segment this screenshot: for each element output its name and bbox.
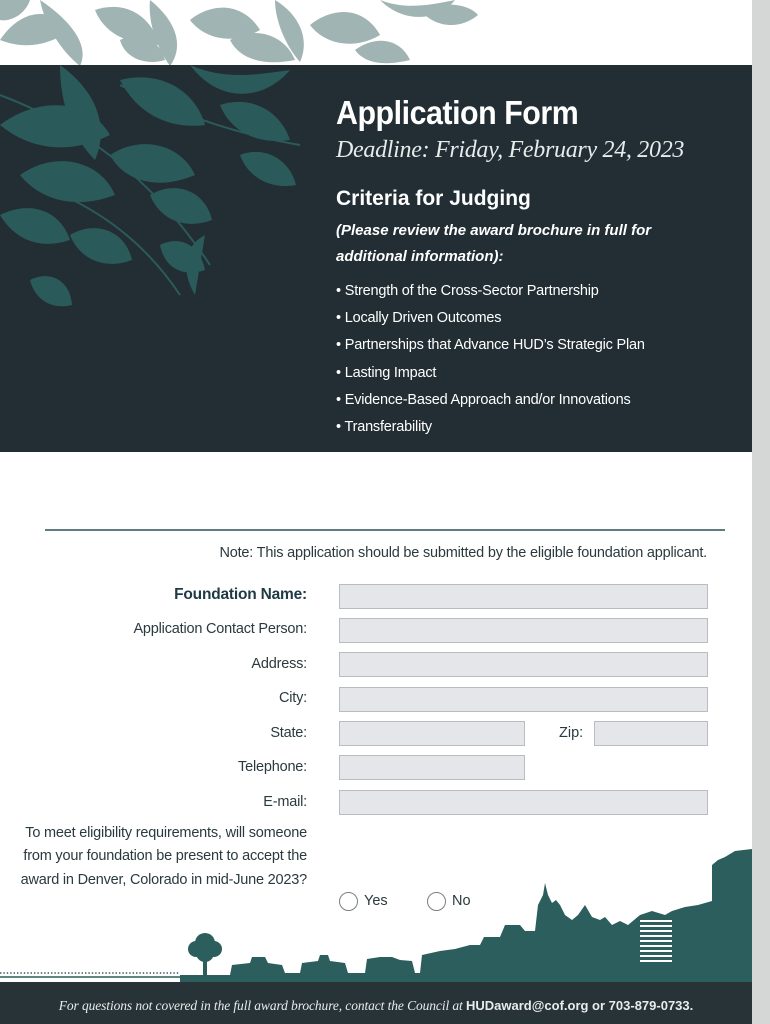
footer-prefix: For questions not covered in the full award brochure, contact the Council at [58, 998, 466, 1013]
no-radio[interactable] [427, 892, 446, 911]
section-divider [45, 529, 725, 531]
criteria-item: • Partnerships that Advance HUD’s Strategic Plan [336, 332, 645, 359]
zip-label: Zip: [559, 725, 584, 741]
criteria-note: (Please review the award brochure in full for additional information): [336, 222, 652, 265]
footer-bar [0, 982, 752, 1024]
footer-text [0, 982, 752, 1024]
city-label: City: [278, 690, 307, 706]
criteria-item: • Evidence-Based Approach and/or Innovations [336, 387, 645, 414]
footer-contact: HUDaward@cof.org or 703-879-0733. [465, 998, 694, 1013]
yes-label: Yes [364, 893, 388, 909]
contact-person-field[interactable] [339, 618, 708, 643]
address-field[interactable] [339, 652, 708, 677]
leaves-decoration [0, 65, 330, 325]
criteria-heading: Criteria for Judging [336, 187, 531, 210]
state-label: State: [270, 725, 307, 741]
criteria-item: • Strength of the Cross-Sector Partnership [336, 278, 645, 305]
no-label: No [452, 893, 471, 909]
state-field[interactable] [339, 721, 525, 746]
deadline-text: Deadline: Friday, February 24, 2023 [336, 137, 685, 163]
address-label: Address: [251, 656, 307, 672]
foundation-name-field[interactable] [339, 584, 708, 609]
side-margin-strip [752, 0, 770, 1024]
email-label: E-mail: [263, 794, 307, 810]
submission-note: Note: This application should be submitted by the eligible foundation applicant. [219, 545, 707, 561]
city-field[interactable] [339, 687, 708, 712]
criteria-item: • Lasting Impact [336, 360, 645, 387]
leaves-decoration-top [0, 0, 752, 66]
zip-field[interactable] [594, 721, 708, 746]
form-title: Application Form [336, 94, 579, 131]
contact-person-label: Application Contact Person: [133, 621, 307, 637]
criteria-item: • Transferability [336, 414, 645, 441]
criteria-list [336, 278, 645, 441]
criteria-item: • Locally Driven Outcomes [336, 305, 645, 332]
email-field[interactable] [339, 790, 708, 815]
yes-radio[interactable] [339, 892, 358, 911]
foundation-name-label: Foundation Name: [174, 586, 307, 603]
telephone-field[interactable] [339, 755, 525, 780]
eligibility-question: To meet eligibility requirements, will someone from your foundation be present to accept the award in Denver, Colorado in mid-June 2023? [20, 825, 307, 888]
telephone-label: Telephone: [238, 759, 307, 775]
